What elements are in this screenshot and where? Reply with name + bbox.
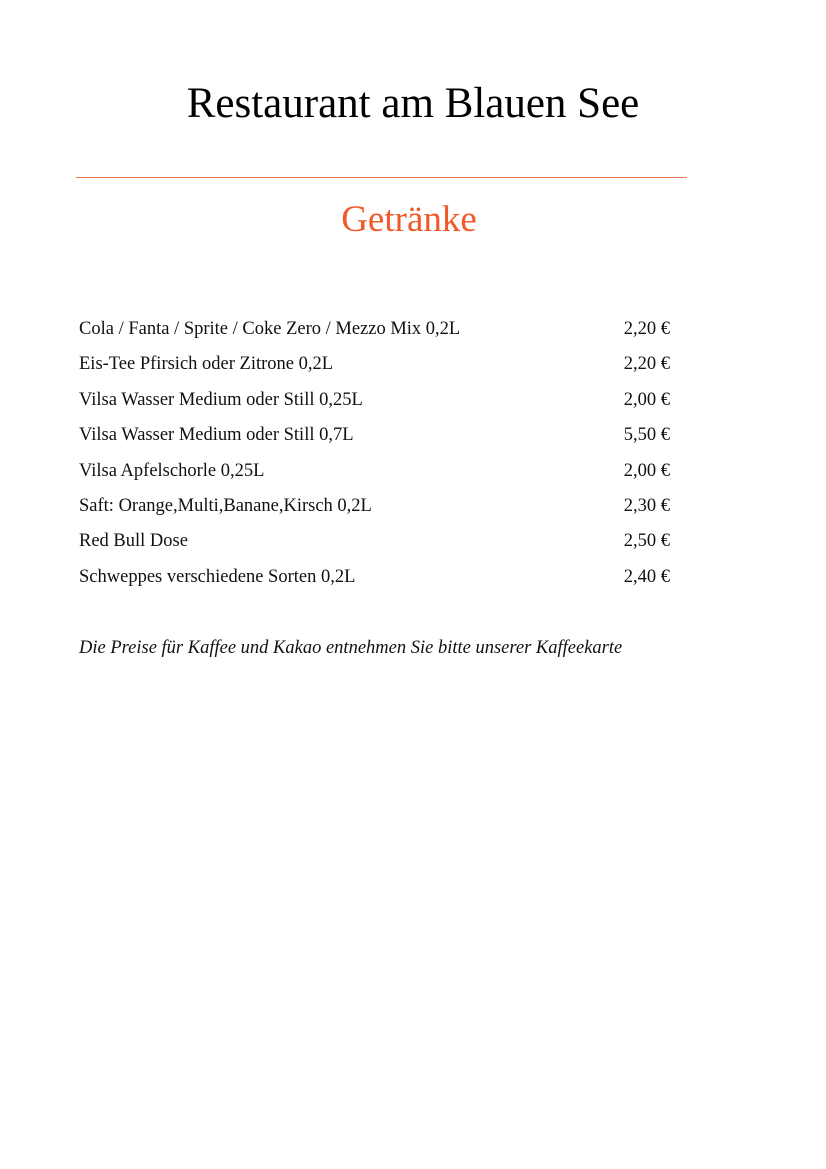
menu-item bbox=[79, 458, 670, 493]
menu-item bbox=[79, 564, 670, 599]
drinks-list bbox=[79, 316, 670, 599]
item-price: 2,00 € bbox=[623, 460, 670, 481]
menu-item bbox=[79, 351, 670, 386]
item-price: 2,40 € bbox=[623, 566, 670, 587]
item-name: Eis-Tee Pfirsich oder Zitrone 0,2L bbox=[79, 354, 334, 375]
item-name: Vilsa Wasser Medium oder Still 0,25L bbox=[79, 389, 363, 410]
page-title: Restaurant am Blauen See bbox=[186, 80, 640, 127]
item-name: Saft: Orange,Multi,Banane,Kirsch 0,2L bbox=[79, 495, 372, 516]
item-price: 2,20 € bbox=[623, 354, 670, 375]
item-name: Schweppes verschiedene Sorten 0,2L bbox=[79, 566, 356, 587]
title-divider bbox=[76, 177, 687, 178]
item-price: 5,50 € bbox=[623, 425, 670, 446]
item-price: 2,00 € bbox=[623, 389, 670, 410]
item-name: Cola / Fanta / Sprite / Coke Zero / Mezzo Mix 0,2L bbox=[79, 319, 461, 339]
menu-item bbox=[79, 387, 670, 422]
item-price: 2,20 € bbox=[623, 319, 670, 339]
menu-item bbox=[79, 528, 670, 563]
menu-item bbox=[79, 316, 670, 351]
item-name: Vilsa Wasser Medium oder Still 0,7L bbox=[79, 425, 354, 446]
footnote: Die Preise für Kaffee und Kakao entnehmen Sie bitte unserer Kaffeekarte bbox=[79, 638, 623, 658]
item-name: Vilsa Apfelschorle 0,25L bbox=[79, 460, 265, 481]
item-price: 2,50 € bbox=[623, 531, 670, 552]
menu-item bbox=[79, 422, 670, 457]
item-price: 2,30 € bbox=[623, 495, 670, 516]
section-title: Getränke bbox=[341, 199, 477, 240]
menu-item bbox=[79, 493, 670, 528]
item-name: Red Bull Dose bbox=[79, 531, 188, 552]
